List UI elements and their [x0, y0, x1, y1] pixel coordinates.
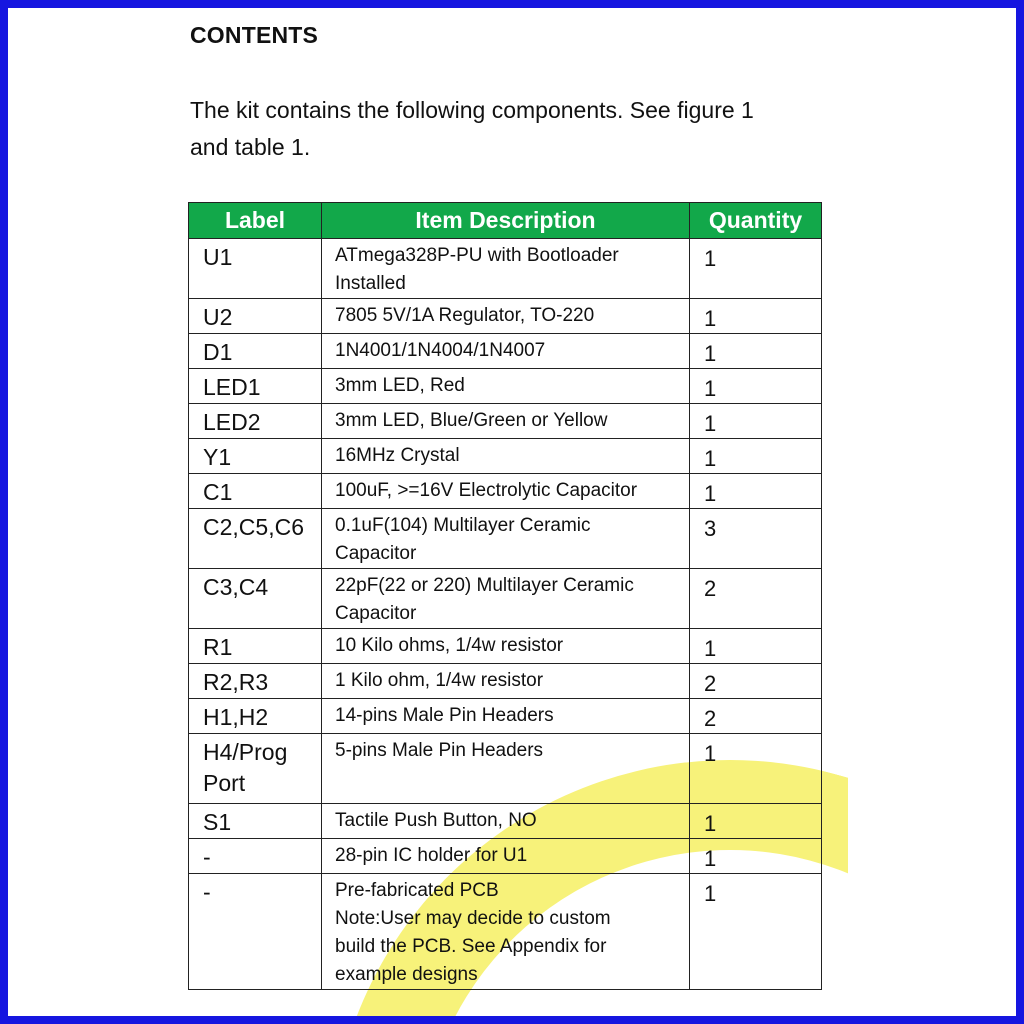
cell-description: [322, 404, 690, 439]
table-header-row: [189, 203, 822, 239]
cell-description: [322, 699, 690, 734]
table-row: [189, 239, 822, 299]
table-row: [189, 404, 822, 439]
table-row: [189, 664, 822, 699]
cell-description: [322, 664, 690, 699]
table-row: [189, 439, 822, 474]
cell-quantity: 1: [690, 734, 822, 804]
cell-description-line: 5-pins Male Pin Headers: [335, 740, 544, 761]
intro-paragraph: [190, 92, 850, 166]
cell-quantity: 1: [690, 334, 822, 369]
header-quantity: Quantity: [690, 203, 822, 239]
table-row: [189, 874, 822, 990]
cell-description-line: Note:User may decide to custom: [335, 908, 611, 929]
cell-quantity: 1: [690, 299, 822, 334]
cell-description-line: Capacitor: [335, 543, 417, 564]
cell-label: H1,H2: [189, 699, 322, 734]
cell-label: U1: [189, 239, 322, 299]
cell-label-line: H4/Prog: [203, 739, 288, 765]
cell-description-line: ATmega328P-PU with Bootloader: [335, 245, 619, 266]
cell-description: [322, 239, 690, 299]
cell-label: -: [189, 874, 322, 990]
components-table: [188, 202, 822, 990]
cell-label: S1: [189, 804, 322, 839]
intro-line-1: The kit contains the following components. See figure 1: [190, 97, 754, 123]
table-row: [189, 804, 822, 839]
cell-description: [322, 874, 690, 990]
intro-line-2: and table 1.: [190, 134, 311, 160]
cell-description: [322, 509, 690, 569]
table-row: [189, 474, 822, 509]
cell-quantity: 1: [690, 839, 822, 874]
cell-description-line: build the PCB. See Appendix for: [335, 936, 607, 957]
cell-description: [322, 569, 690, 629]
table-row: [189, 299, 822, 334]
cell-description-line: example designs: [335, 964, 478, 985]
cell-quantity: 1: [690, 874, 822, 990]
cell-description-line: 10 Kilo ohms, 1/4w resistor: [335, 635, 564, 656]
table-row: [189, 629, 822, 664]
cell-description-line: 16MHz Crystal: [335, 445, 460, 466]
cell-quantity: 2: [690, 664, 822, 699]
table-row: [189, 509, 822, 569]
cell-description-line: 1N4001/1N4004/1N4007: [335, 340, 546, 361]
cell-description-line: Pre-fabricated PCB: [335, 880, 499, 901]
cell-label: R1: [189, 629, 322, 664]
cell-description-line: 0.1uF(104) Multilayer Ceramic: [335, 515, 591, 536]
cell-label: -: [189, 839, 322, 874]
cell-description: [322, 439, 690, 474]
cell-quantity: 3: [690, 509, 822, 569]
cell-quantity: 2: [690, 699, 822, 734]
cell-description-line: 14-pins Male Pin Headers: [335, 705, 554, 726]
cell-description: [322, 804, 690, 839]
section-heading: CONTENTS: [190, 22, 319, 48]
cell-description: [322, 629, 690, 664]
cell-description-line: 28-pin IC holder for U1: [335, 845, 528, 866]
table-body: [189, 239, 822, 990]
cell-quantity: 1: [690, 629, 822, 664]
cell-quantity: 1: [690, 404, 822, 439]
table-row: [189, 699, 822, 734]
cell-description: [322, 334, 690, 369]
cell-quantity: 1: [690, 804, 822, 839]
header-description: Item Description: [322, 203, 690, 239]
cell-description-line: Capacitor: [335, 603, 417, 624]
cell-quantity: 1: [690, 474, 822, 509]
header-label: Label: [189, 203, 322, 239]
cell-quantity: 1: [690, 369, 822, 404]
cell-label: C2,C5,C6: [189, 509, 322, 569]
cell-label: U2: [189, 299, 322, 334]
cell-description: [322, 474, 690, 509]
cell-quantity: 1: [690, 239, 822, 299]
cell-label: LED1: [189, 369, 322, 404]
table-row: [189, 734, 822, 804]
cell-label: Y1: [189, 439, 322, 474]
cell-label: R2,R3: [189, 664, 322, 699]
cell-description-line: 3mm LED, Blue/Green or Yellow: [335, 410, 608, 431]
cell-label: [189, 734, 322, 804]
cell-description-line: 100uF, >=16V Electrolytic Capacitor: [335, 480, 638, 501]
table-row: [189, 334, 822, 369]
cell-description-line: 1 Kilo ohm, 1/4w resistor: [335, 670, 544, 691]
cell-description: [322, 839, 690, 874]
cell-description-line: 7805 5V/1A Regulator, TO-220: [335, 305, 595, 326]
cell-description-line: Tactile Push Button, NO: [335, 810, 537, 831]
cell-label: C3,C4: [189, 569, 322, 629]
cell-description-line: Installed: [335, 273, 406, 294]
cell-quantity: 2: [690, 569, 822, 629]
cell-description: [322, 299, 690, 334]
cell-description-line: 22pF(22 or 220) Multilayer Ceramic: [335, 575, 634, 596]
cell-label-line: Port: [203, 770, 246, 796]
cell-description: [322, 369, 690, 404]
table-row: [189, 569, 822, 629]
cell-label: LED2: [189, 404, 322, 439]
cell-quantity: 1: [690, 439, 822, 474]
table-row: [189, 839, 822, 874]
cell-description: [322, 734, 690, 804]
cell-label: C1: [189, 474, 322, 509]
cell-description-line: 3mm LED, Red: [335, 375, 465, 396]
cell-label: D1: [189, 334, 322, 369]
table-row: [189, 369, 822, 404]
